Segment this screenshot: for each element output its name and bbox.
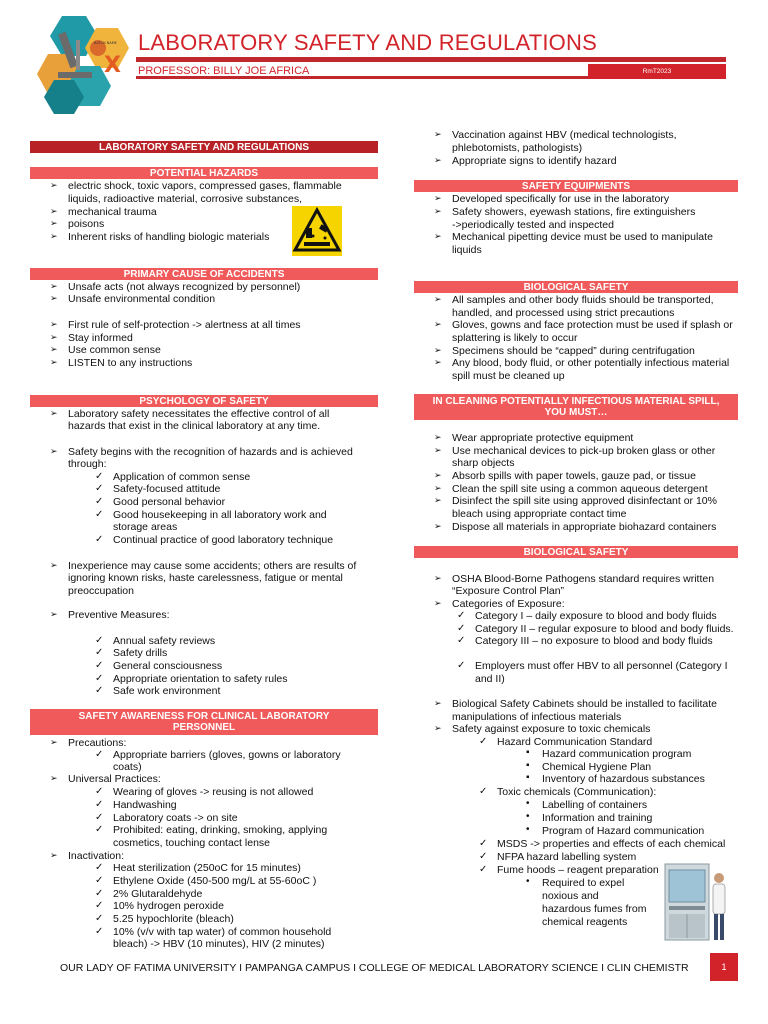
list-item: ➢ Mechanical pipetting device must be used to manipulate (434, 231, 713, 243)
list-item: ➢ Any blood, body fluid, or other potentially infectious material (434, 357, 730, 369)
batch-logo (34, 14, 130, 114)
list-item: ➢ Precautions: (50, 737, 127, 749)
list-item: ->periodically tested and inspected (452, 219, 614, 231)
list-item: handled, and processed using strict precautions (452, 307, 675, 319)
list-item: ➢ Categories of Exposure: (434, 598, 565, 610)
list-item: ▪ Hazard communication program (526, 747, 692, 760)
list-item: “Exposure Control Plan” (452, 585, 565, 597)
awareness-header-line2: PERSONNEL (172, 722, 236, 733)
corrosive-hazard-icon (292, 206, 342, 256)
list-item: hazardous fumes from (542, 903, 647, 915)
list-item: ▪ Inventory of hazardous substances (526, 772, 705, 785)
professor-name: PROFESSOR: BILLY JOE AFRICA (138, 65, 310, 77)
fume-hood-image (661, 858, 733, 948)
safety-equipments-header: SAFETY EQUIPMENTS (414, 180, 738, 192)
list-item: ✓ Wearing of gloves -> reusing is not allowed (95, 786, 314, 798)
list-item: ✓ Category I – daily exposure to blood and body fluids (457, 610, 717, 622)
list-item: ➢ Laboratory safety necessitates the effective control of all (50, 408, 330, 420)
list-item: ➢ Developed specifically for use in the laboratory (434, 193, 670, 205)
list-item: ➢ Inherent risks of handling biologic materials (50, 231, 270, 243)
list-item: ➢ Clean the spill site using a common aqueous detergent (434, 483, 708, 495)
list-item: ✓ Toxic chemicals (Communication): (479, 786, 657, 798)
list-item: ➢ Appropriate signs to identify hazard (434, 155, 617, 167)
list-item: ✓ General consciousness (95, 660, 223, 672)
list-item: • Labelling of containers (526, 798, 648, 811)
list-item: ➢ Safety showers, eyewash stations, fire extinguishers (434, 206, 696, 218)
list-item: ✓ Safety-focused attitude (95, 483, 221, 495)
list-item: ➢ Dispose all materials in appropriate biohazard containers (434, 521, 717, 533)
list-item: bleach using appropriate contact time (452, 508, 627, 520)
list-item: noxious and (542, 890, 599, 902)
list-item: ➢ Unsafe environmental condition (50, 293, 216, 305)
list-item: ✓ Application of common sense (95, 471, 251, 483)
list-item: through: (68, 458, 107, 470)
list-item: ✓ Good housekeeping in all laboratory work and (95, 509, 327, 521)
title-rule (136, 57, 726, 62)
list-item: ➢ mechanical trauma (50, 206, 157, 218)
list-item: ➢ All samples and other body fluids should be transported, (434, 294, 714, 306)
main-section-header: LABORATORY SAFETY AND REGULATIONS (30, 141, 378, 153)
list-item: ✓ 5.25 hypochlorite (bleach) (95, 913, 234, 925)
list-item: phlebotomists, pathologists) (452, 142, 583, 154)
list-item: and II) (475, 673, 505, 685)
list-item: ➢ Universal Practices: (50, 773, 161, 785)
list-item: ➢ Safety begins with the recognition of hazards and is achieved (50, 446, 353, 458)
list-item: ✓ Ethylene Oxide (450-500 mg/L at 55-60oC ) (95, 875, 317, 887)
list-item: storage areas (113, 521, 178, 533)
list-item: ✓ Fume hoods – reagent preparation (479, 864, 659, 876)
awareness-header (30, 709, 378, 735)
footer-text: OUR LADY OF FATIMA UNIVERSITY I PAMPANGA CAMPUS I COLLEGE OF MEDICAL LABORATORY SCIENCE I CLIN CHEMISTR (60, 962, 689, 974)
list-item: • Required to expel (526, 876, 625, 889)
batch-code: RmT2023 (588, 64, 726, 79)
list-item: ✓ Heat sterilization (250oC for 15 minutes) (95, 862, 301, 874)
list-item: ✓ Safe work environment (95, 685, 221, 697)
list-item: coats) (113, 761, 142, 773)
list-item: • Information and training (526, 811, 653, 824)
list-item: ✓ Continual practice of good laboratory technique (95, 534, 334, 546)
list-item: ➢ Inexperience may cause some accidents; others are results of (50, 560, 357, 572)
biological-safety-header: BIOLOGICAL SAFETY (414, 281, 738, 293)
psychology-header: PSYCHOLOGY OF SAFETY (30, 395, 378, 407)
spill-cleaning-header (414, 394, 738, 420)
list-item: ➢ poisons (50, 218, 105, 230)
list-item: ➢ Preventive Measures: (50, 609, 170, 621)
list-item: ✓ Safety drills (95, 647, 168, 659)
list-item: ✓ Prohibited: eating, drinking, smoking, applying (95, 824, 328, 836)
list-item: ignoring known risks, haste carelessness, fatigue or mental (68, 572, 343, 584)
list-item: sharp objects (452, 457, 515, 469)
list-item: ➢ Inactivation: (50, 850, 125, 862)
list-item: ➢ Gloves, gowns and face protection must be used if splash or (434, 319, 733, 331)
list-item: preoccupation (68, 585, 134, 597)
list-item: ➢ Biological Safety Cabinets should be installed to facilitate (434, 698, 717, 710)
list-item: ➢ First rule of self-protection -> alertness at all times (50, 319, 301, 331)
list-item: splattering is likely to occur (452, 332, 578, 344)
list-item: ➢ Vaccination against HBV (medical technologists, (434, 129, 677, 141)
list-item: ➢ Absorb spills with paper towels, gauze pad, or tissue (434, 470, 696, 482)
list-item: • Program of Hazard communication (526, 824, 705, 837)
page-title: LABORATORY SAFETY AND REGULATIONS (138, 30, 597, 55)
list-item: liquids (452, 244, 482, 256)
list-item: spill must be cleaned up (452, 370, 565, 382)
spill-header-line1: IN CLEANING POTENTIALLY INFECTIOUS MATERIAL SPILL, (432, 396, 720, 407)
awareness-header-line1: SAFETY AWARENESS FOR CLINICAL LABORATORY (78, 711, 330, 722)
list-item: chemical reagents (542, 916, 628, 928)
logo-text: BATCH NAME (94, 41, 117, 45)
accidents-header: PRIMARY CAUSE OF ACCIDENTS (30, 268, 378, 280)
list-item: bleach) -> HBV (10 minutes), HIV (2 minutes) (113, 938, 325, 950)
list-item: ✓ Good personal behavior (95, 496, 226, 508)
professor-bar (136, 65, 726, 79)
list-item: ➢ Use mechanical devices to pick-up broken glass or other (434, 445, 716, 457)
potential-hazards-header: POTENTIAL HAZARDS (30, 167, 378, 179)
spill-header-line2: YOU MUST… (544, 407, 608, 418)
list-item: ➢ Wear appropriate protective equipment (434, 432, 634, 444)
list-item: ▪ Chemical Hygiene Plan (526, 760, 652, 773)
list-item: ✓ Category III – no exposure to blood and body fluids (457, 635, 713, 647)
list-item: ✓ MSDS -> properties and effects of each chemical (479, 838, 726, 850)
list-item: manipulations of infectious materials (452, 711, 622, 723)
biological-safety-header-2: BIOLOGICAL SAFETY (414, 546, 738, 558)
list-item: ➢ Unsafe acts (not always recognized by personnel) (50, 281, 301, 293)
list-item: ➢ Disinfect the spill site using approved disinfectant or 10% (434, 495, 717, 507)
list-item: ✓ 2% Glutaraldehyde (95, 888, 203, 900)
list-item: ✓ NFPA hazard labelling system (479, 851, 637, 863)
list-item: ➢ Safety against exposure to toxic chemicals (434, 723, 651, 735)
list-item: ✓ Laboratory coats -> on site (95, 812, 238, 824)
svg-text:X: X (104, 53, 121, 78)
list-item: ✓ Employers must offer HBV to all personnel (Category I (457, 660, 728, 672)
list-item: liquids, radioactive material, corrosive substances, (68, 193, 303, 205)
list-item: ➢ Stay informed (50, 332, 133, 344)
list-item: hazards that exist in the clinical laboratory at any time. (68, 420, 321, 432)
list-item: ✓ Handwashing (95, 799, 177, 811)
list-item: ✓ Hazard Communication Standard (479, 736, 653, 748)
list-item: ➢ OSHA Blood-Borne Pathogens standard requires written (434, 573, 715, 585)
list-item: ✓ 10% (v/v with tap water) of common household (95, 926, 332, 938)
list-item: ✓ 10% hydrogen peroxide (95, 900, 224, 912)
list-item: ➢ electric shock, toxic vapors, compressed gases, flammable (50, 180, 342, 192)
list-item: ➢ Specimens should be “capped” during centrifugation (434, 345, 695, 357)
list-item: ➢ LISTEN to any instructions (50, 357, 193, 369)
list-item: ✓ Appropriate barriers (gloves, gowns or laboratory (95, 749, 341, 761)
list-item: ➢ Use common sense (50, 344, 161, 356)
list-item: ✓ Annual safety reviews (95, 635, 216, 647)
list-item: ✓ Category II – regular exposure to blood and body fluids. (457, 623, 734, 635)
list-item: cosmetics, touching contact lense (113, 837, 270, 849)
list-item: ✓ Appropriate orientation to safety rules (95, 673, 288, 685)
page-number: 1 (710, 953, 738, 981)
